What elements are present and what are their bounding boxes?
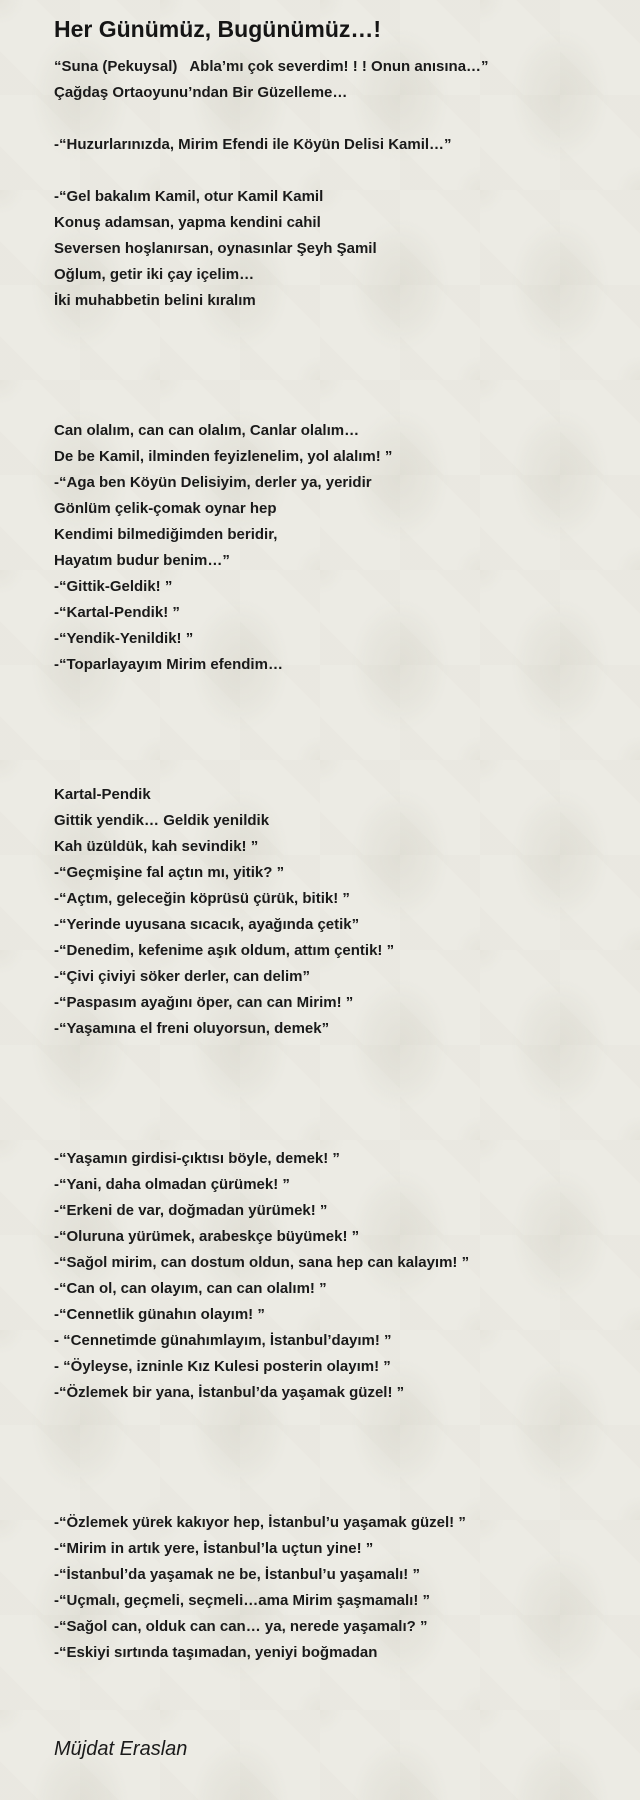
stanza-gap: [54, 1406, 620, 1510]
stanza-gap: [54, 1042, 620, 1146]
poem-line: -“Geçmişine fal açtın mı, yitik? ”: [54, 864, 285, 881]
poem-line: -“Yerinde uyusana sıcacık, ayağında çetik”: [54, 916, 360, 933]
poem-line: -“Paspasım ayağını öper, can can Mirim! ”: [54, 994, 354, 1011]
poem-line: -“Sağol mirim, can dostum oldun, sana hep can kalayım! ”: [54, 1254, 470, 1271]
poem-line: -“Erkeni de var, doğmadan yürümek! ”: [54, 1202, 328, 1219]
poem-line: - “Cennetimde günahımlayım, İstanbul’dayım! ”: [54, 1332, 392, 1349]
poem-line: -“Gel bakalım Kamil, otur Kamil Kamil: [54, 188, 324, 205]
poem-line: -“Cennetlik günahın olayım! ”: [54, 1306, 265, 1323]
author-signature: Müjdat Eraslan: [54, 1738, 188, 1760]
stanza-gap: [54, 678, 620, 782]
poem-line: Gönlüm çelik-çomak oynar hep: [54, 500, 277, 517]
poem-line: İki muhabbetin belini kıralım: [54, 292, 256, 309]
poem-line: Gittik yendik… Geldik yenildik: [54, 812, 270, 829]
poem-line: - “Öyleyse, izninle Kız Kulesi posterin olayım! ”: [54, 1358, 391, 1375]
poem-line: -“Huzurlarınızda, Mirim Efendi ile Köyün Delisi Kamil…”: [54, 136, 452, 153]
poem-line: -“Özlemek yürek kakıyor hep, İstanbul’u yaşamak güzel! ”: [54, 1514, 466, 1531]
poem-line: -“Sağol can, olduk can can… ya, nerede yaşamalı? ”: [54, 1618, 428, 1635]
poem-line: De be Kamil, ilminden feyizlenelim, yol alalım! ”: [54, 448, 393, 465]
poem-line: -“Can ol, can olayım, can can olalım! ”: [54, 1280, 327, 1297]
poem-line: -“Mirim in artık yere, İstanbul’la uçtun yine! ”: [54, 1540, 374, 1557]
poem-title: Her Günümüz, Bugünümüz…!: [54, 16, 382, 42]
poem-line: -“Oluruna yürümek, arabeskçe büyümek! ”: [54, 1228, 360, 1245]
poem-line: -“Özlemek bir yana, İstanbul’da yaşamak güzel! ”: [54, 1384, 405, 1401]
poem-line: Kah üzüldük, kah sevindik! ”: [54, 838, 259, 855]
poem-line: Çağdaş Ortaoyunu’ndan Bir Güzelleme…: [54, 84, 348, 101]
stanza-gap: [54, 314, 620, 418]
poem-line: Hayatım budur benim…”: [54, 552, 230, 569]
poem-line: -“Yani, daha olmadan çürümek! ”: [54, 1176, 290, 1193]
poem-line: “Suna (Pekuysal) Abla’mı çok severdim! ! ! Onun anısına…”: [54, 58, 489, 75]
poem-line: -“Eskiyi sırtında taşımadan, yeniyi boğmadan: [54, 1644, 378, 1661]
poem-line: -“Çivi çiviyi söker derler, can delim”: [54, 968, 310, 985]
poem-line: -“Gittik-Geldik! ”: [54, 578, 173, 595]
poem-line: Seversen hoşlanırsan, oynasınlar Şeyh Şamil: [54, 240, 377, 257]
poem-line: -“Toparlayayım Mirim efendim…: [54, 656, 283, 673]
poem-body: [54, 54, 620, 1666]
poem-line: Konuş adamsan, yapma kendini cahil: [54, 214, 321, 231]
stanza-gap: [54, 158, 620, 184]
poem-line: -“Aga ben Köyün Delisiyim, derler ya, yeridir: [54, 474, 372, 491]
poem-line: -“Yendik-Yenildik! ”: [54, 630, 194, 647]
poem-line: -“Denedim, kefenime aşık oldum, attım çentik! ”: [54, 942, 395, 959]
poem-line: -“Açtım, geleceğin köprüsü çürük, bitik! ”: [54, 890, 350, 907]
poem-line: Oğlum, getir iki çay içelim…: [54, 266, 255, 283]
stanza-gap: [54, 106, 620, 132]
poem-line: Kartal-Pendik: [54, 786, 151, 803]
poem-line: -“İstanbul’da yaşamak ne be, İstanbul’u yaşamalı! ”: [54, 1566, 420, 1583]
poem-line: Can olalım, can can olalım, Canlar olalım…: [54, 422, 360, 439]
poem-line: -“Yaşamına el freni oluyorsun, demek”: [54, 1020, 330, 1037]
poem-line: Kendimi bilmediğimden beridir,: [54, 526, 278, 543]
poem-line: -“Uçmalı, geçmeli, seçmeli…ama Mirim şaşmamalı! ”: [54, 1592, 431, 1609]
poem-line: -“Kartal-Pendik! ”: [54, 604, 180, 621]
poem-line: -“Yaşamın girdisi-çıktısı böyle, demek! ”: [54, 1150, 340, 1167]
